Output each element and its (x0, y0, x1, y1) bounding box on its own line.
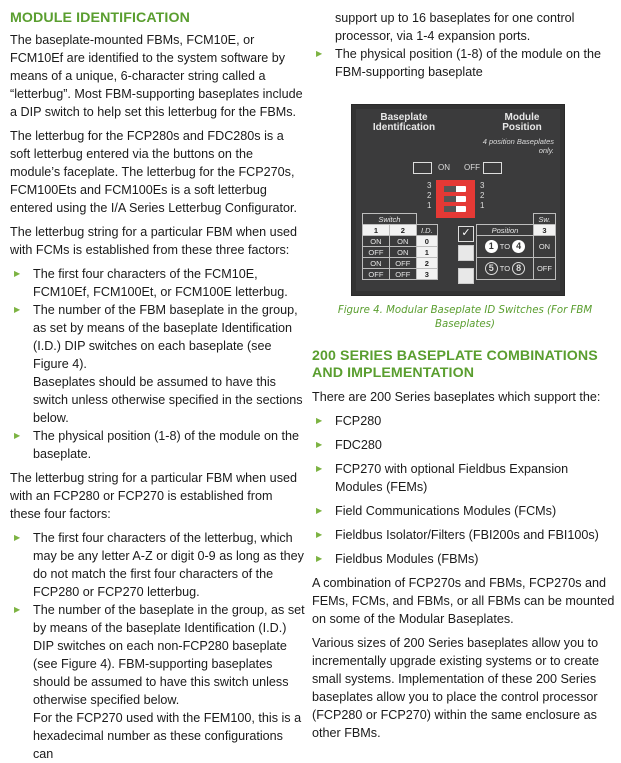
right-column (312, 0, 618, 81)
on-label: ON (438, 163, 450, 172)
factor-list-fcp (10, 529, 306, 763)
bullet-arrow-icon: ▶ (316, 464, 323, 473)
empty-box-icon (458, 268, 474, 284)
dip-switch-2 (444, 196, 466, 202)
paragraph: A combination of FCP270s and FBMs, FCP270s and FEMs, FCMs, and FBMs, or all FBMs can be mounted on some of the Modular Baseplates. (312, 576, 615, 626)
dip-switch-group: 3 2 1 3 2 1 (352, 135, 564, 195)
switch-id-table: Switch 1 2 I.D. ON ON 0 OFF ON 1 ON OFF 2 OFF OFF 3 (362, 213, 438, 280)
list-item-continuation: support up to 16 baseplates for one control processor, via 1-4 expansion ports. (335, 11, 575, 43)
list-item: ▶ The physical position (1-8) of the module on the baseplate. (14, 429, 300, 461)
bullet-arrow-icon: ▶ (316, 49, 323, 58)
section-heading-200-series: 200 SERIES BASEPLATE COMBINATIONS AND IMPLEMENTATION (312, 348, 598, 381)
right-column-section (312, 348, 618, 742)
dip-switch-block (436, 180, 475, 218)
list-item-note: Baseplates should be assumed to have this switch unless otherwise specified in the sections below. (33, 375, 303, 425)
dip-switch-3 (444, 186, 466, 192)
list-item: ▶ FDC280 (316, 438, 382, 452)
paragraph: There are 200 Series baseplates which support the: (312, 390, 601, 404)
empty-box-icon (458, 245, 474, 261)
table-row: 1 TO 4 ON (477, 236, 556, 258)
circled-number-icon: 4 (512, 240, 525, 253)
table-row: OFF OFF 3 (363, 269, 438, 280)
bullet-arrow-icon: ▶ (14, 533, 21, 542)
bullet-arrow-icon: ▶ (14, 605, 21, 614)
paragraph: The letterbug string for a particular FBM when used with FCMs is established from these three factors: (10, 225, 297, 257)
circled-number-icon: 5 (485, 262, 498, 275)
list-item: ▶ Fieldbus Isolator/Filters (FBI200s and FBI100s) (316, 528, 599, 542)
supported-modules-list (312, 412, 618, 568)
paragraph: The letterbug string for a particular FBM when used with an FCP280 or FCP270 is established from these four factors: (10, 471, 297, 521)
bullet-arrow-icon: ▶ (316, 506, 323, 515)
list-item: ▶ The physical position (1-8) of the module on the FBM-supporting baseplate (316, 47, 602, 79)
list-item: ▶ Fieldbus Modules (FBMs) (316, 552, 479, 566)
bullet-arrow-icon: ▶ (316, 416, 323, 425)
off-label: OFF (464, 163, 480, 172)
circled-number-icon: 1 (485, 240, 498, 253)
list-item: ▶ The number of the baseplate in the group, as set by means of the baseplate Identification (I.D.) DIP switches on each non-FCP280 baseplate (see Figure 4). FBM-supporting baseplates should be assumed to have this switch unless otherwise specified below. For the FCP270 used with the FEM100, this is a hexadecimal number as these configurations can (14, 603, 305, 761)
table-row: ON OFF 2 (363, 258, 438, 269)
checked-box-icon: ✓ (458, 226, 474, 242)
section-heading-module-identification: MODULE IDENTIFICATION (10, 10, 190, 26)
bullet-arrow-icon: ▶ (14, 269, 21, 278)
module-position-table: Sw. Position 3 1 TO 4 ON 5 TO 8 OFF (476, 213, 556, 280)
paragraph: Various sizes of 200 Series baseplates allow you to incrementally upgrade existing systems or to create small systems. Implementation of these 200 Series baseplates allow you to place the control processor (FCP280 or FCP270) within the same enclosure as other FBMs. (312, 636, 599, 740)
list-item: ▶ The first four characters of the letterbug, which may be any letter A-Z or digit 0-9 as long as they do not match the first four characters of the FCP280 or FCP270 letterbug. (14, 531, 304, 599)
table-row: ON ON 0 (363, 236, 438, 247)
table-row: 5 TO 8 OFF (477, 258, 556, 280)
bullet-arrow-icon: ▶ (14, 305, 21, 314)
figure-caption: Figure 4. Modular Baseplate ID Switches (For FBM Baseplates) (337, 305, 593, 330)
figure-title-module-position: Module Position (502, 112, 542, 133)
bullet-arrow-icon: ▶ (14, 431, 21, 440)
left-column (10, 0, 306, 763)
list-item: ▶ FCP270 with optional Fieldbus Expansion Modules (FEMs) (316, 462, 569, 494)
factor-list-fcm (10, 265, 306, 463)
list-item: ▶ The number of the FBM baseplate in the group, as set by means of the baseplate Identification (I.D.) DIP switches on each baseplate (see Figure 4). Baseplates should be assumed to have this switch unless otherwise specified in the sections below. (14, 303, 303, 425)
baseplate-id-switch-figure (351, 104, 565, 296)
figure-title-baseplate-identification: Baseplate Identification (372, 112, 436, 133)
list-item: ▶ The first four characters of the FCM10E, FCM10Ef, FCM100Et, or FCM100E letterbug. (14, 267, 288, 299)
dip-switch-1 (444, 206, 466, 212)
bullet-arrow-icon: ▶ (316, 530, 323, 539)
continued-list (312, 9, 618, 81)
paragraph: The letterbug for the FCP280s and FDC280s is a soft letterbug entered via the buttons on the module’s faceplate. The letterbug for the FCP270s, FCM100Ets and FCM100Es is a soft letterbug entered using the I/A Series Letterbug Configurator. (10, 129, 298, 215)
figure-note: 4 position Baseplates only. (482, 137, 554, 155)
table-row: OFF ON 1 (363, 247, 438, 258)
list-item: ▶ Field Communications Modules (FCMs) (316, 504, 557, 518)
bullet-arrow-icon: ▶ (316, 554, 323, 563)
list-item: ▶ FCP280 (316, 414, 382, 428)
list-item-note: For the FCP270 used with the FEM100, this is a hexadecimal number as these configurations can (33, 711, 302, 761)
bullet-arrow-icon: ▶ (316, 440, 323, 449)
circled-number-icon: 8 (512, 262, 525, 275)
paragraph: The baseplate-mounted FBMs, FCM10E, or FCM10Ef are identified to the system software by means of a unique, 6-character string called a “letterbug”. Most FBM-supporting baseplates include a DIP switch to help set this letterbug for the FBMs. (10, 33, 303, 119)
